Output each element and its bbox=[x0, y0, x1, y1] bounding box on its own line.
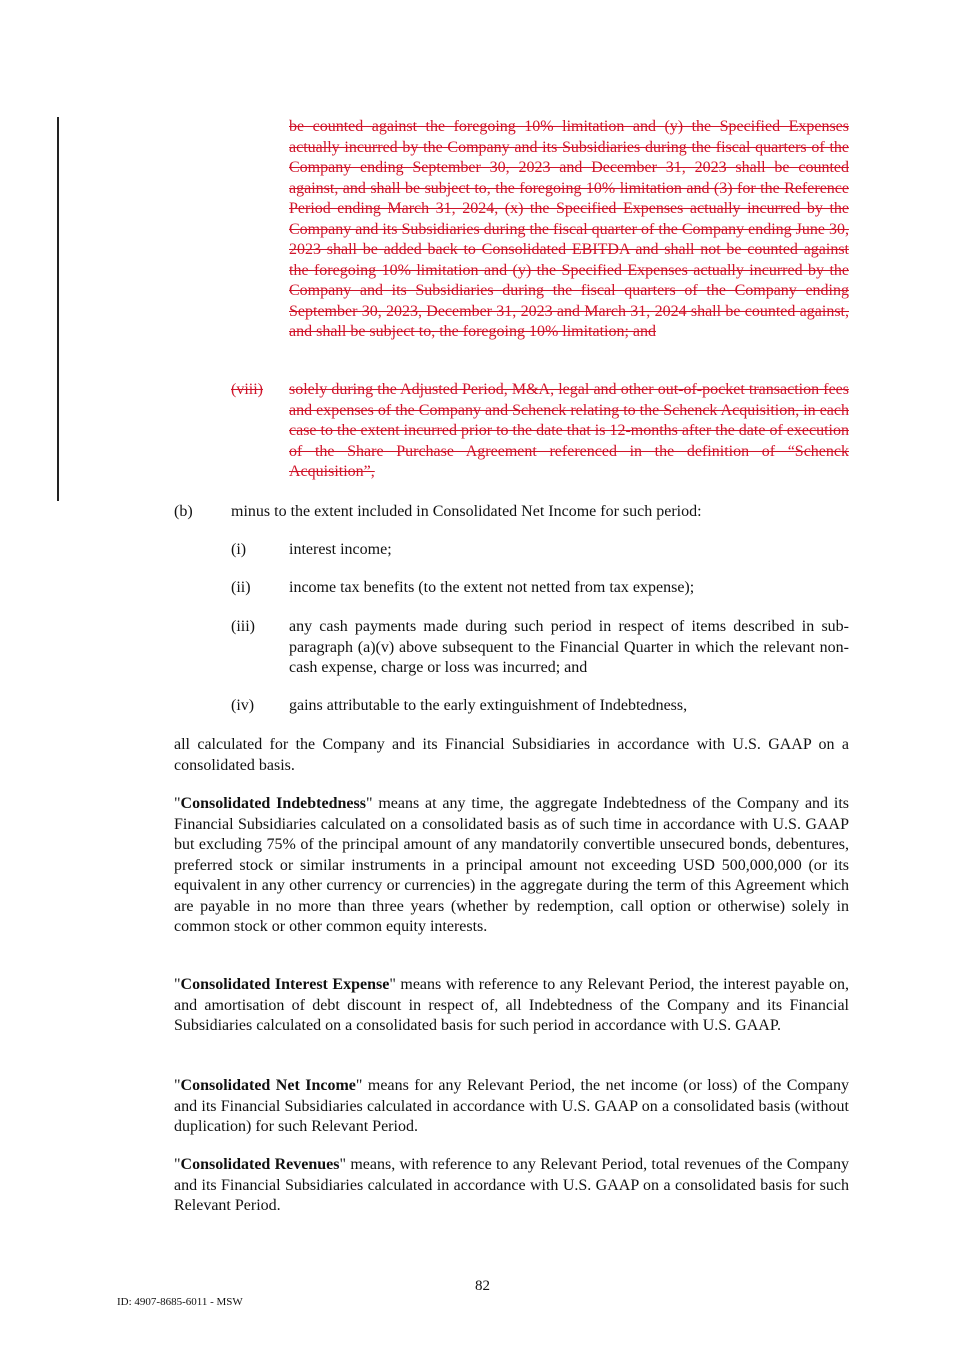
clause-iv-text: gains attributable to the early extinguishment of Indebtedness, bbox=[289, 697, 688, 714]
struck-continuation-paragraph: be counted against the foregoing 10% limitation and (y) the Specified Expenses actually incurred by the Company and its Subsidiaries during the fiscal quarters of the Company ending September 30, 2023 and December 31, 2023 shall be counted against, and shall be subject to, the foregoing 10% limitation and (3) for the Reference Period ending March 31, 2024, (x) the Specified Expenses actually incurred by the Company and its Subsidiaries during the fiscal quarter of the Company ending June 30, 2023 shall be added back to Consolidated EBITDA and shall not be counted against the foregoing 10% limitation and (y) the Specified Expenses actually incurred by the Company and its Subsidiaries during the fiscal quarters of the Company ending September 30, 2023, December 31, 2023 and March 31, 2024 shall be counted against, and shall be subject to, the foregoing 10% limitation; and bbox=[289, 118, 849, 340]
defined-term: Consolidated Interest Expense bbox=[180, 976, 390, 993]
clause-iii-text: any cash payments made during such period in respect of items described in sub-paragraph (a)(v) above subsequent to the Financial Quarter in which the relevant non-cash expense, charge or loss was incurred; and bbox=[289, 618, 849, 676]
definition-consolidated-revenues: "Consolidated Revenues" means, with reference to any Relevant Period, total revenues of the Company and its Financial Subsidiaries calculated in accordance with U.S. GAAP on a consolidated basis for such Relevant Period. bbox=[174, 1156, 849, 1214]
clause-i-text: interest income; bbox=[289, 541, 392, 558]
clause-iv-number: (iv) bbox=[231, 697, 255, 714]
defined-term: Consolidated Revenues bbox=[180, 1156, 340, 1173]
section-b-text: minus to the extent included in Consolidated Net Income for such period: bbox=[231, 503, 702, 520]
page-number: 82 bbox=[475, 1278, 490, 1294]
clause-viii-number: (viii) bbox=[231, 381, 263, 398]
clause-i-number: (i) bbox=[231, 541, 247, 558]
definition-text: means at any time, the aggregate Indebtedness of the Company and its Financial Subsidiaries calculated on a consolidated basis as of such time in accordance with U.S. GAAP but excluding 75% of the principal amount of any mandatorily convertible unsecured bonds, debentures, preferred stock or similar instruments in a principal amount not exceeding USD 500,000,000 (or its equivalent in any other currency or currencies) in the aggregate during the term of this Agreement which are payable in no more than three years (whether by redemption, call option or otherwise) solely in common stock or other common equity interests. bbox=[174, 795, 849, 935]
clause-ii-text: income tax benefits (to the extent not netted from tax expense); bbox=[289, 579, 695, 596]
defined-term: Consolidated Net Income bbox=[180, 1077, 356, 1094]
definition-text: means, with reference to any Relevant Period, total revenues of the Company and its Financial Subsidiaries calculated in accordance with U.S. GAAP on a consolidated basis for such Relevant Period. bbox=[174, 1156, 849, 1214]
definition-text: means for any Relevant Period, the net income (or loss) of the Company and its Financial Subsidiaries calculated in accordance with U.S. GAAP on a consolidated basis (without duplication) for such Relevant Period. bbox=[174, 1077, 850, 1135]
clause-iii-number: (iii) bbox=[231, 618, 255, 635]
defined-term: Consolidated Indebtedness bbox=[180, 795, 366, 812]
document-id: ID: 4907-8685-6011 - MSW bbox=[117, 1296, 243, 1308]
revision-change-bar bbox=[57, 117, 59, 501]
clause-ii-number: (ii) bbox=[231, 579, 251, 596]
clause-viii-text: solely during the Adjusted Period, M&A, legal and other out-of-pocket transaction fees and expenses of the Company and Schenck relating to the Schenck Acquisition, in each case to the extent incurred prior to the date that is 12-months after the date of execution of the Share Purchase Agreement referenced in the definition of “Schenck Acquisition”, bbox=[289, 381, 849, 480]
definition-consolidated-interest-expense: "Consolidated Interest Expense" means with reference to any Relevant Period, the interest payable on, and amortisation of debt discount in respect of, all Indebtedness of the Company and its Financial Subsidiaries calculated on a consolidated basis for such period in accordance with U.S. GAAP. bbox=[174, 976, 850, 1034]
closing-paragraph: all calculated for the Company and its Financial Subsidiaries in accordance with U.S. GAAP on a consolidated basis. bbox=[174, 736, 849, 774]
section-b-number: (b) bbox=[174, 503, 193, 520]
definition-consolidated-indebtedness: "Consolidated Indebtedness" means at any time, the aggregate Indebtedness of the Company and its Financial Subsidiaries calculated on a consolidated basis as of such time in accordance with U.S. GAAP but excluding 75% of the principal amount of any mandatorily convertible unsecured bonds, debentures, preferred stock or similar instruments in a principal amount not exceeding USD 500,000,000 (or its equivalent in any other currency or currencies) in the aggregate during the term of this Agreement which are payable in no more than three years (whether by redemption, call option or otherwise) solely in common stock or other common equity interests. bbox=[174, 795, 849, 935]
definition-text: means with reference to any Relevant Period, the interest payable on, and amortisation of debt discount in respect of, all Indebtedness of the Company and its Financial Subsidiaries calculated on a consolidated basis for such period in accordance with U.S. GAAP. bbox=[174, 976, 850, 1034]
definition-consolidated-net-income: "Consolidated Net Income" means for any Relevant Period, the net income (or loss) of the Company and its Financial Subsidiaries calculated in accordance with U.S. GAAP on a consolidated basis (without duplication) for such Relevant Period. bbox=[174, 1077, 850, 1135]
